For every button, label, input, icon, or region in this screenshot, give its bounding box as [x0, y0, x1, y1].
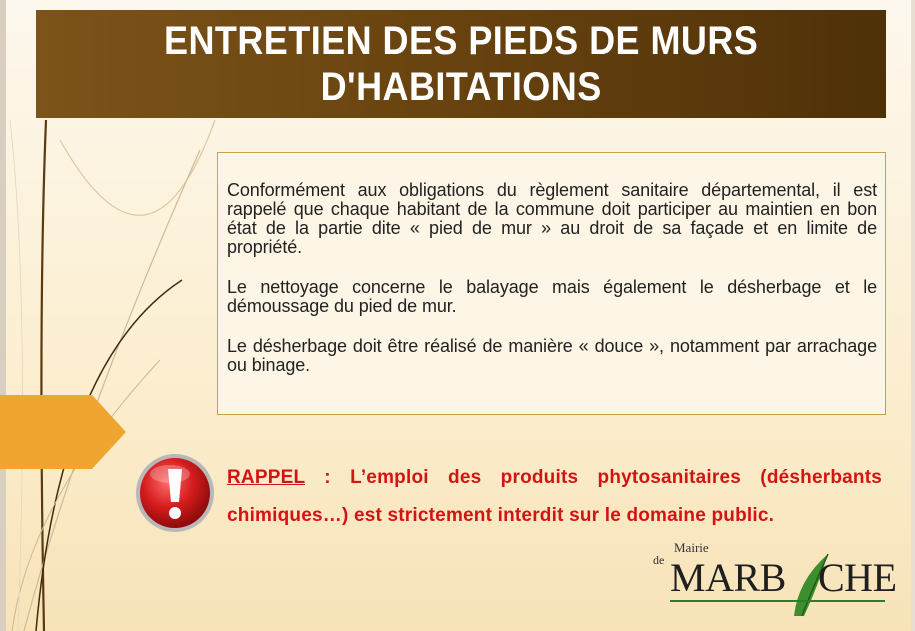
title-banner: [36, 10, 886, 118]
rappel-label: RAPPEL: [227, 467, 305, 488]
logo-name-part2: CHE: [818, 555, 897, 600]
title-line-2: D'HABITATIONS: [320, 65, 602, 109]
mairie-logo: [650, 540, 897, 624]
info-box: [217, 152, 886, 415]
page-edge-left: [0, 0, 6, 631]
logo-underline: [670, 600, 885, 602]
logo-mairie-text: Mairie: [674, 540, 709, 555]
info-paragraph-1: Conformément aux obligations du règlement sanitaire départemental, il est rappelé que chaque habitant de la commune doit participer au maintien en bon état de la partie dite « pied de mur » au droit de sa façade et en limite de propriété.: [227, 180, 877, 257]
info-paragraph-3: Le désherbage doit être réalisé de manière « douce », notamment par arrachage ou binage.: [227, 336, 877, 375]
orange-arrow-shape: [0, 395, 126, 469]
logo-de-text: de: [653, 553, 665, 567]
rappel-text: : L’emploi des produits phytosanitaires (désherbants chimiques…) est strictement interdit sur le domaine public.: [227, 467, 882, 526]
info-paragraph-2: Le nettoyage concerne le balayage mais également le désherbage et le démoussage du pied de mur.: [227, 277, 877, 316]
logo-name-part1: MARB: [670, 555, 786, 600]
title-line-1: ENTRETIEN DES PIEDS DE MURS: [163, 19, 759, 63]
exclamation-alert-icon: [134, 452, 216, 534]
rappel-notice: [227, 459, 882, 535]
page-edge-right: [911, 0, 915, 631]
